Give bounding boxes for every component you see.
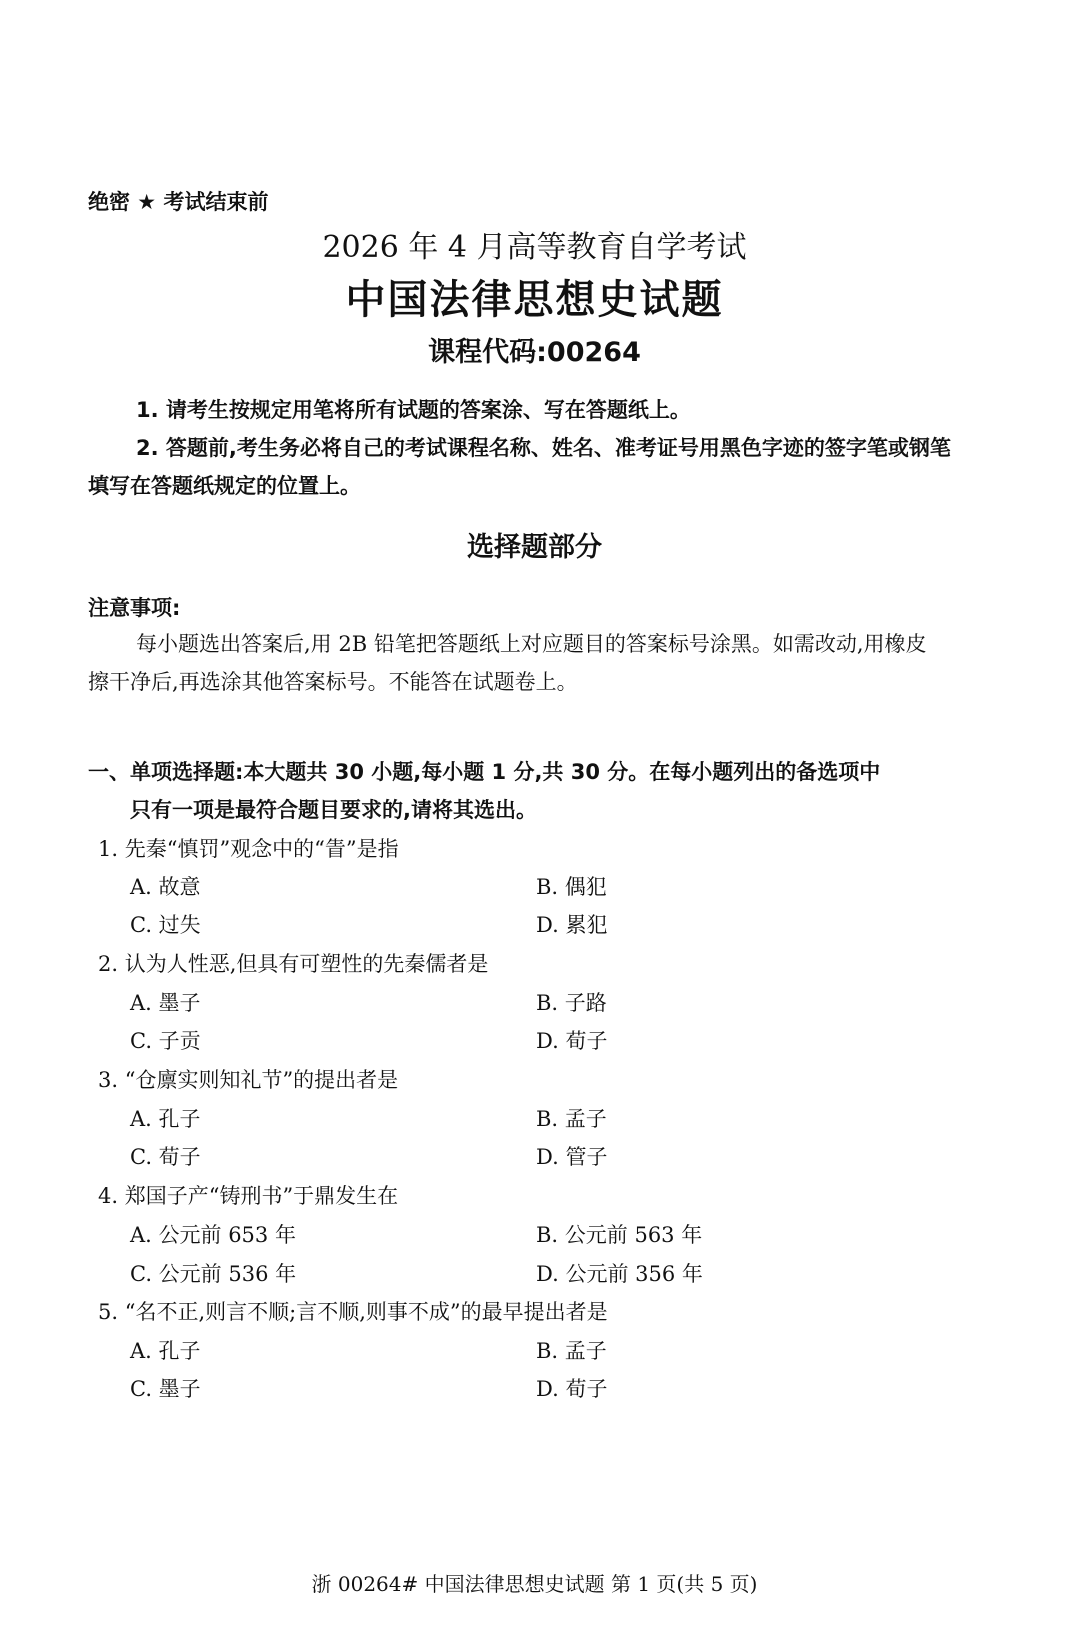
question-stem: 1. 先秦“慎罚”观念中的“眚”是指 [98,837,399,861]
course-code: 课程代码:00264 [428,337,641,368]
attention-label: 注意事项: [88,596,181,620]
page-footer: 浙 00264# 中国法律思想史试题 第 1 页(共 5 页) [311,1572,758,1596]
attention-text-line1: 每小题选出答案后,用 2B 铅笔把答题纸上对应题目的答案标号涂黑。如需改动,用橡皮 [136,632,927,656]
question-option-a: A. 墨子 [130,991,201,1015]
question-option-b: B. 偶犯 [536,875,607,899]
section-title: 选择题部分 [467,532,602,563]
question-option-b: B. 子路 [536,991,607,1015]
confidential-label: 绝密 ★ 考试结束前 [88,190,269,214]
attention-text-line2: 擦干净后,再选涂其他答案标号。不能答在试题卷上。 [88,670,578,694]
question-option-a: A. 公元前 653 年 [130,1223,296,1247]
question-option-d: D. 公元前 356 年 [536,1262,703,1286]
subject-title: 中国法律思想史试题 [345,277,724,323]
part1-heading-line2: 只有一项是最符合题目要求的,请将其选出。 [130,798,537,822]
question-option-c: C. 墨子 [130,1377,201,1401]
question-option-b: B. 孟子 [536,1107,607,1131]
instruction-2-line2: 填写在答题纸规定的位置上。 [88,474,361,498]
question-option-a: A. 孔子 [130,1339,201,1363]
part1-heading-line1: 一、单项选择题:本大题共 30 小题,每小题 1 分,共 30 分。在每小题列出的备选项中 [88,760,881,784]
question-stem: 5. “名不正,则言不顺;言不顺,则事不成”的最早提出者是 [98,1300,608,1324]
question-stem: 4. 郑国子产“铸刑书”于鼎发生在 [98,1184,399,1208]
question-option-d: D. 管子 [536,1145,608,1169]
instruction-1: 1. 请考生按规定用笔将所有试题的答案涂、写在答题纸上。 [136,398,691,422]
question-option-c: C. 过失 [130,913,201,937]
exam-title: 2026 年 4 月高等教育自学考试 [322,230,747,265]
instruction-2-line1: 2. 答题前,考生务必将自己的考试课程名称、姓名、准考证号用黑色字迹的签字笔或钢笔 [136,436,951,460]
question-option-d: D. 累犯 [536,913,608,937]
question-option-d: D. 荀子 [536,1029,608,1053]
question-option-a: A. 故意 [130,875,201,899]
question-stem: 2. 认为人性恶,但具有可塑性的先秦儒者是 [98,952,489,976]
question-option-c: C. 荀子 [130,1145,201,1169]
question-option-c: C. 公元前 536 年 [130,1262,297,1286]
question-option-a: A. 孔子 [130,1107,201,1131]
question-stem: 3. “仓廪实则知礼节”的提出者是 [98,1068,399,1092]
question-option-b: B. 孟子 [536,1339,607,1363]
question-option-c: C. 子贡 [130,1029,201,1053]
question-option-b: B. 公元前 563 年 [536,1223,703,1247]
question-option-d: D. 荀子 [536,1377,608,1401]
